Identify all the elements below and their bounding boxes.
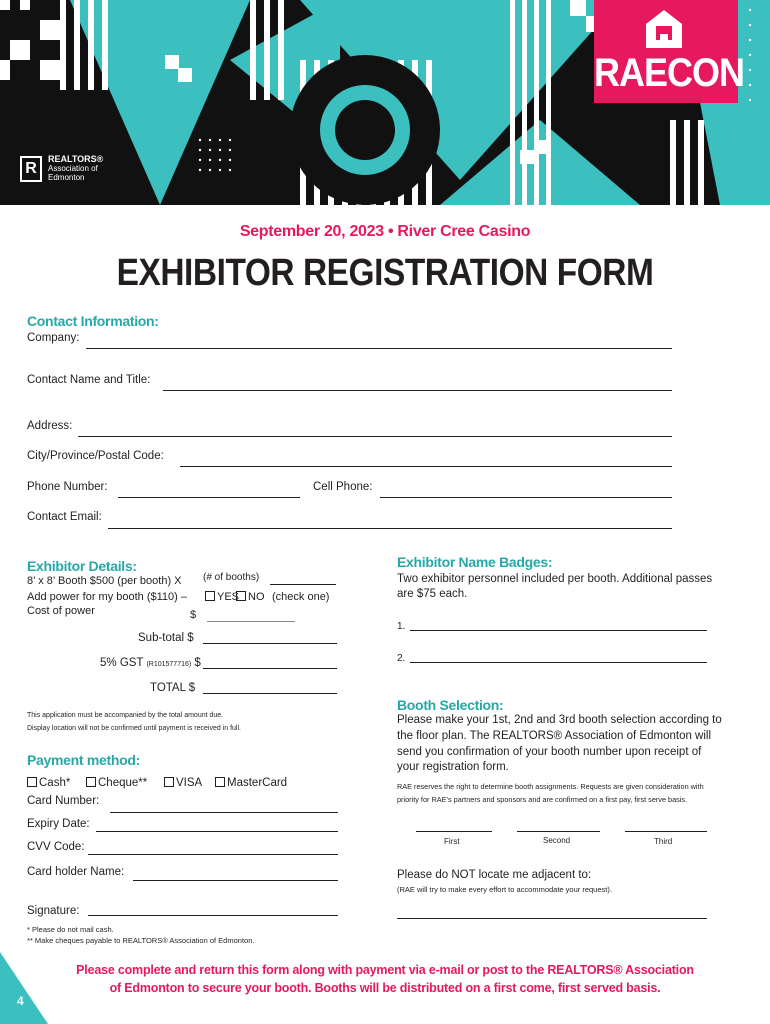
phone-field[interactable]	[118, 497, 300, 498]
gst-number: (R101577716)	[146, 661, 192, 668]
third-choice-label: Third	[654, 837, 673, 846]
power-no-option[interactable]	[236, 591, 265, 603]
gst-field[interactable]	[203, 668, 337, 669]
company-label: Company:	[27, 332, 80, 344]
cardholder-label: Card holder Name:	[27, 866, 125, 878]
booth-note-1: RAE reserves the right to determine booth assignments. Requests are given consideration with	[397, 782, 704, 791]
exhibitor-note-2: Display location will not be confirmed until payment is received in full.	[27, 725, 241, 732]
page-number: 4	[17, 994, 24, 1008]
badge-item-1-label: 1.	[397, 621, 406, 632]
booth-heading: Booth Selection:	[397, 697, 504, 713]
city-field[interactable]	[180, 466, 672, 467]
not-adjacent-note: (RAE will try to make every effort to accommodate your request).	[397, 885, 612, 894]
num-booths-label: (# of booths)	[203, 572, 260, 583]
signature-field[interactable]	[88, 915, 338, 916]
first-choice-field[interactable]	[416, 831, 492, 832]
visa-checkbox[interactable]	[164, 777, 174, 787]
second-choice-field[interactable]	[517, 831, 600, 832]
expiry-label: Expiry Date:	[27, 818, 90, 830]
exhibitor-heading: Exhibitor Details:	[27, 558, 137, 574]
raecon-logo-text: RAECON	[594, 49, 745, 95]
realtors-logo	[20, 155, 103, 182]
gst-text: 5% GST	[100, 657, 144, 669]
yes-checkbox[interactable]	[205, 591, 215, 601]
second-choice-label: Second	[543, 836, 571, 845]
num-booths-field[interactable]	[270, 584, 336, 585]
header-banner	[0, 0, 770, 205]
page-tab-shape	[0, 952, 48, 1024]
booth-text-1: Please make your 1st, 2nd and 3rd booth selection according to	[397, 714, 722, 726]
cvv-field[interactable]	[88, 854, 338, 855]
badge-item-1-field[interactable]	[410, 630, 707, 631]
power-line: Add power for my booth ($110) –	[27, 591, 187, 603]
cost-power-field[interactable]	[207, 621, 295, 622]
no-checkbox[interactable]	[236, 591, 246, 601]
pay-option-mastercard[interactable]	[215, 777, 287, 789]
realtors-logo-line1: REALTORS®	[48, 154, 104, 164]
contact-heading: Contact Information:	[27, 313, 159, 329]
city-label: City/Province/Postal Code:	[27, 450, 164, 462]
booth-line: 8’ x 8’ Booth $500 (per booth) X	[27, 575, 182, 587]
gst-dollar: $	[194, 657, 201, 669]
email-field[interactable]	[108, 528, 672, 529]
yes-label: YES	[217, 591, 240, 603]
event-line: September 20, 2023 • River Cree Casino	[239, 223, 531, 240]
cheque-checkbox[interactable]	[86, 777, 96, 787]
badge-item-2-field[interactable]	[410, 662, 707, 663]
booth-text-3: send you confirmation of your booth number upon receipt of	[397, 746, 702, 758]
cell-field[interactable]	[380, 497, 672, 498]
address-label: Address:	[27, 420, 73, 432]
page-number-tab	[0, 952, 48, 1024]
badge-item-2-label: 2.	[397, 653, 406, 664]
total-field[interactable]	[203, 693, 337, 694]
payment-footnote-2: ** Make cheques payable to REALTORS® Association of Edmonton.	[27, 936, 255, 945]
booth-text-4: your registration form.	[397, 761, 509, 773]
total-label: TOTAL $	[150, 682, 196, 694]
signature-label: Signature:	[27, 905, 80, 917]
company-field[interactable]	[86, 348, 672, 349]
raecon-logo	[594, 0, 745, 103]
subtotal-field[interactable]	[203, 643, 337, 644]
cardholder-field[interactable]	[133, 880, 338, 881]
gst-label	[100, 657, 201, 669]
pay-option-visa[interactable]	[164, 777, 202, 789]
subtotal-label: Sub-total $	[138, 632, 194, 644]
footer-line-1: Please complete and return this form along with payment via e-mail or post to the REALTORS® Association	[76, 963, 694, 977]
power-yes-option[interactable]	[205, 591, 239, 603]
cvv-label: CVV Code:	[27, 841, 85, 853]
no-label: NO	[248, 591, 265, 603]
badges-text-1: Two exhibitor personnel included per booth. Additional passes	[397, 573, 713, 585]
cash-label: Cash*	[39, 777, 71, 789]
page-title: EXHIBITOR REGISTRATION FORM	[116, 252, 654, 294]
cost-power-label: Cost of power	[27, 605, 95, 617]
footer-line-2: of Edmonton to secure your booth. Booths will be distributed on a first come, first served basis.	[109, 981, 661, 995]
cash-checkbox[interactable]	[27, 777, 37, 787]
expiry-field[interactable]	[96, 831, 338, 832]
badges-text-2: are $75 each.	[397, 588, 468, 600]
badges-heading: Exhibitor Name Badges:	[397, 554, 553, 570]
house-icon	[644, 8, 684, 50]
cost-power-dollar: $	[190, 609, 197, 621]
address-field[interactable]	[78, 436, 672, 437]
realtors-logo-line2: Association of	[48, 164, 98, 173]
phone-label: Phone Number:	[27, 481, 108, 493]
payment-footnote-1: * Please do not mail cash.	[27, 925, 114, 934]
realtors-logo-line3: Edmonton	[48, 173, 85, 182]
booth-text-2: the floor plan. The REALTORS® Association of Edmonton will	[397, 730, 712, 742]
mastercard-label: MasterCard	[227, 777, 288, 789]
payment-heading: Payment method:	[27, 752, 140, 768]
not-adjacent-label: Please do NOT locate me adjacent to:	[397, 869, 592, 881]
card-number-label: Card Number:	[27, 795, 100, 807]
not-adjacent-field[interactable]	[397, 918, 707, 919]
realtors-r-icon: R	[20, 156, 42, 182]
first-choice-label: First	[444, 837, 460, 846]
pay-option-cash[interactable]	[27, 777, 70, 789]
cheque-label: Cheque**	[98, 777, 148, 789]
pay-option-cheque[interactable]	[86, 777, 147, 789]
cell-label: Cell Phone:	[313, 481, 373, 493]
card-number-field[interactable]	[110, 812, 338, 813]
contact-name-label: Contact Name and Title:	[27, 374, 151, 386]
third-choice-field[interactable]	[625, 831, 707, 832]
booth-note-2: priority for RAE’s partners and sponsors and are confirmed on a first pay, first serve basis.	[397, 795, 688, 804]
mastercard-checkbox[interactable]	[215, 777, 225, 787]
check-one-label: (check one)	[272, 591, 330, 603]
exhibitor-note-1: This application must be accompanied by the total amount due.	[27, 712, 224, 719]
email-label: Contact Email:	[27, 511, 102, 523]
contact-name-field[interactable]	[163, 390, 672, 391]
visa-label: VISA	[176, 777, 203, 789]
